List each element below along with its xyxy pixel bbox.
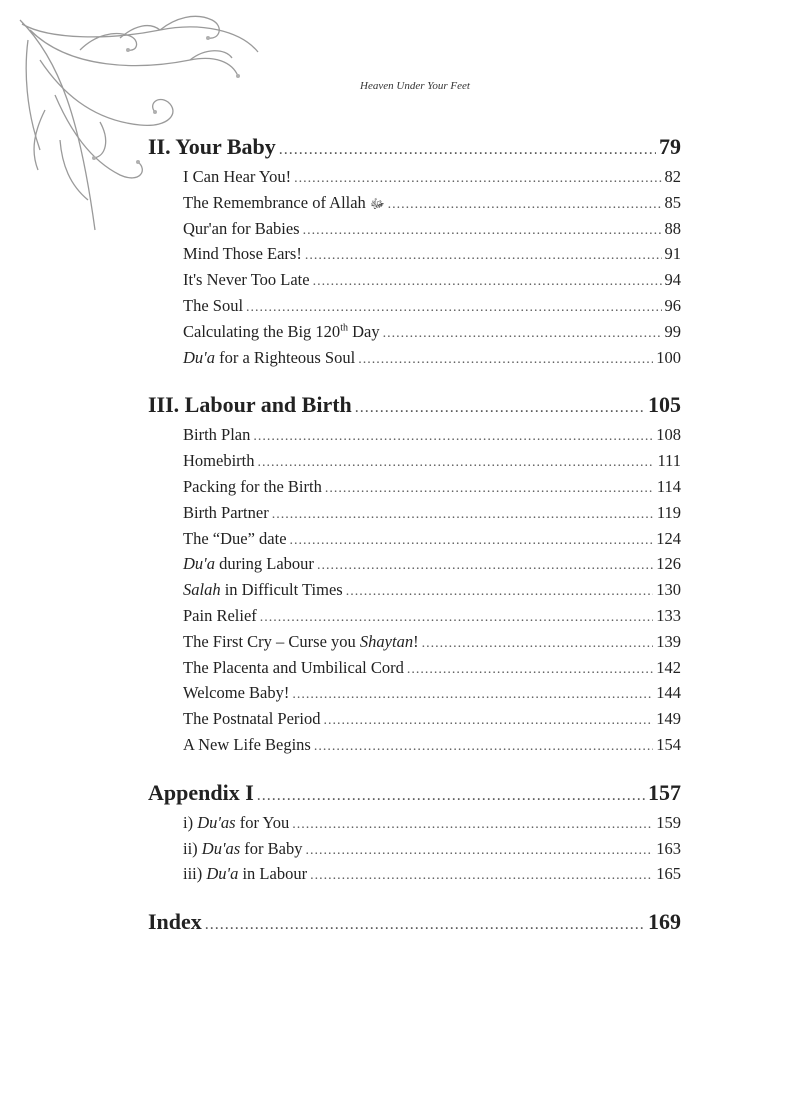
entry-title <box>183 603 257 629</box>
entry-title <box>183 319 380 345</box>
dot-leader <box>303 218 662 244</box>
entry-title-part: The Postnatal Period <box>183 709 321 729</box>
dot-leader <box>358 347 653 373</box>
entry-title-part: for You <box>235 812 290 832</box>
toc-entry[interactable] <box>148 293 681 319</box>
entry-title <box>183 190 385 217</box>
entry-page-number: 142 <box>656 657 681 677</box>
entry-title <box>183 474 322 500</box>
toc-chapter-heading[interactable] <box>148 130 681 164</box>
toc-entry[interactable] <box>148 655 681 681</box>
entry-title-part: The “Due” date <box>183 528 287 548</box>
entry-title-part: i) <box>183 812 198 832</box>
dot-leader <box>292 812 653 838</box>
toc-entry[interactable] <box>148 319 681 345</box>
dot-leader <box>253 424 653 450</box>
dot-leader <box>306 838 654 864</box>
dot-leader <box>292 682 653 708</box>
toc-entry[interactable] <box>148 267 681 293</box>
entry-title-part: It's Never Too Late <box>183 270 310 290</box>
chapter-title: III. Labour and Birth <box>148 392 352 418</box>
entry-title-part: ! <box>413 631 419 651</box>
toc-section <box>148 388 681 757</box>
entry-page-number: 82 <box>664 167 681 186</box>
toc-entry[interactable] <box>148 164 681 190</box>
entry-title-part: Birth Partner <box>183 502 269 522</box>
toc-entry[interactable] <box>148 577 681 603</box>
toc-entry[interactable] <box>148 474 681 500</box>
entry-title-part: Calculating the Big 120 <box>183 321 341 341</box>
toc-chapter-heading[interactable] <box>148 776 681 810</box>
entry-title-part: Du'a <box>206 864 239 884</box>
entry-title <box>183 732 311 758</box>
dot-leader <box>260 605 653 631</box>
entry-title <box>183 267 310 293</box>
dot-leader <box>407 657 653 683</box>
entry-title <box>183 655 404 681</box>
entry-title <box>183 293 243 319</box>
entry-page-number: 163 <box>656 838 681 858</box>
dot-leader <box>205 908 645 942</box>
entry-title-part: ﷻ <box>369 195 385 211</box>
entry-title-part: in Labour <box>238 864 308 884</box>
entry-title <box>183 345 355 371</box>
dot-leader <box>325 476 654 502</box>
dot-leader <box>290 528 654 554</box>
entry-title <box>183 706 320 732</box>
dot-leader <box>314 734 653 760</box>
entry-page-number: 149 <box>656 709 681 729</box>
dot-leader <box>305 243 662 269</box>
toc-entry[interactable] <box>148 500 681 526</box>
toc-section <box>148 776 681 887</box>
dot-leader <box>317 553 653 579</box>
entry-title-part: The First Cry – Curse you <box>183 631 360 651</box>
dot-leader <box>313 269 662 295</box>
entry-page-number: 130 <box>656 580 681 600</box>
entry-title-part: Qur'an for Babies <box>183 218 300 238</box>
dot-leader <box>346 579 654 605</box>
entry-title-part: Mind Those Ears! <box>183 244 302 264</box>
dot-leader <box>246 295 661 321</box>
entry-page-number: 94 <box>664 270 681 290</box>
chapter-page-number: 169 <box>648 909 681 935</box>
entry-title <box>183 500 269 526</box>
dot-leader <box>272 502 654 528</box>
entry-title-part: th <box>340 322 348 334</box>
entry-title-part: Homebirth <box>183 451 255 471</box>
entry-title-part: for a Righteous Soul <box>214 347 356 367</box>
toc-entry[interactable] <box>148 241 681 267</box>
entry-page-number: 139 <box>656 631 681 651</box>
toc-entry[interactable] <box>148 216 681 242</box>
entry-title-part: iii) <box>183 864 207 884</box>
toc-entry[interactable] <box>148 603 681 629</box>
entry-title <box>183 861 307 887</box>
entry-title <box>183 836 303 862</box>
entry-title-part: Du'a <box>183 347 215 367</box>
dot-leader <box>355 391 645 425</box>
entry-title <box>183 448 255 474</box>
entry-page-number: 133 <box>656 605 681 625</box>
entry-page-number: 126 <box>656 554 681 574</box>
entry-title <box>183 164 291 190</box>
toc-entry[interactable] <box>148 551 681 577</box>
toc-section <box>148 905 681 939</box>
entry-title-part: The Placenta and Umbilical Cord <box>183 657 404 677</box>
toc-entry[interactable] <box>148 732 681 758</box>
entry-title-part: during Labour <box>214 554 314 574</box>
toc-entry[interactable] <box>148 629 681 655</box>
entry-title-part: Salah <box>183 580 221 600</box>
entry-title-part: in Difficult Times <box>220 580 343 600</box>
entry-title <box>183 526 287 552</box>
running-header: Heaven Under Your Feet <box>360 80 470 92</box>
entry-title-part: Du'as <box>201 838 241 858</box>
dot-leader <box>258 450 655 476</box>
entry-page-number: 96 <box>664 295 681 315</box>
toc-entry[interactable] <box>148 836 681 862</box>
dot-leader <box>310 863 653 889</box>
toc-entry[interactable] <box>148 706 681 732</box>
entry-page-number: 159 <box>656 812 681 832</box>
entry-title-part: Welcome Baby! <box>183 683 290 703</box>
entry-page-number: 88 <box>664 218 681 238</box>
entry-title-part: Shaytan <box>359 631 414 651</box>
toc-section <box>148 130 681 370</box>
entry-title-part: Pain Relief <box>183 605 257 625</box>
dot-leader <box>323 708 653 734</box>
entry-title <box>183 422 250 448</box>
chapter-page-number: 157 <box>648 779 681 805</box>
entry-title <box>183 680 289 706</box>
dot-leader <box>294 166 661 192</box>
entry-page-number: 144 <box>656 683 681 703</box>
entry-title-part: Packing for the Birth <box>183 476 322 496</box>
toc-chapter-heading[interactable] <box>148 905 681 939</box>
entry-page-number: 111 <box>657 451 681 471</box>
entry-page-number: 119 <box>656 502 681 522</box>
dot-leader <box>422 631 654 657</box>
entry-title <box>183 551 314 577</box>
entry-title-part: Du'as <box>197 812 236 832</box>
chapter-title: Appendix I <box>148 779 254 805</box>
dot-leader <box>383 321 662 347</box>
table-of-contents <box>148 130 681 957</box>
entry-title <box>183 216 300 242</box>
entry-title <box>183 577 343 603</box>
entry-title <box>183 241 302 267</box>
entry-page-number: 91 <box>664 244 681 264</box>
chapter-title: II. Your Baby <box>148 134 276 159</box>
entry-title-part: I Can Hear You! <box>183 167 292 186</box>
entry-page-number: 108 <box>656 425 681 445</box>
toc-entry[interactable] <box>148 861 681 887</box>
entry-page-number: 124 <box>656 528 681 548</box>
entry-title-part: The Remembrance of Allah <box>183 192 370 212</box>
toc-chapter-heading[interactable] <box>148 388 681 422</box>
toc-entry[interactable] <box>148 422 681 448</box>
entry-page-number: 99 <box>664 321 681 341</box>
toc-entry[interactable] <box>148 190 681 216</box>
entry-page-number: 85 <box>664 192 681 212</box>
entry-title <box>183 629 419 655</box>
entry-page-number: 114 <box>656 476 681 496</box>
chapter-title: Index <box>148 909 202 935</box>
entry-title-part: ii) <box>183 838 202 858</box>
toc-entry[interactable] <box>148 810 681 836</box>
entry-page-number: 165 <box>656 864 681 884</box>
dot-leader <box>388 192 662 218</box>
entry-title-part: Day <box>347 321 380 341</box>
entry-title-part: A New Life Begins <box>183 734 311 754</box>
chapter-page-number: 105 <box>648 392 681 418</box>
entry-title-part: The Soul <box>183 295 244 315</box>
toc-entry[interactable] <box>148 345 681 371</box>
entry-title <box>183 810 289 836</box>
entry-page-number: 100 <box>656 347 681 367</box>
chapter-page-number: 79 <box>659 134 681 159</box>
entry-title-part: for Baby <box>240 838 303 858</box>
toc-entry[interactable] <box>148 680 681 706</box>
entry-page-number: 154 <box>656 734 681 754</box>
entry-title-part: Birth Plan <box>183 425 251 445</box>
toc-entry[interactable] <box>148 526 681 552</box>
dot-leader <box>257 779 645 813</box>
dot-leader <box>279 133 656 167</box>
toc-entry[interactable] <box>148 448 681 474</box>
entry-title-part: Du'a <box>183 554 215 574</box>
